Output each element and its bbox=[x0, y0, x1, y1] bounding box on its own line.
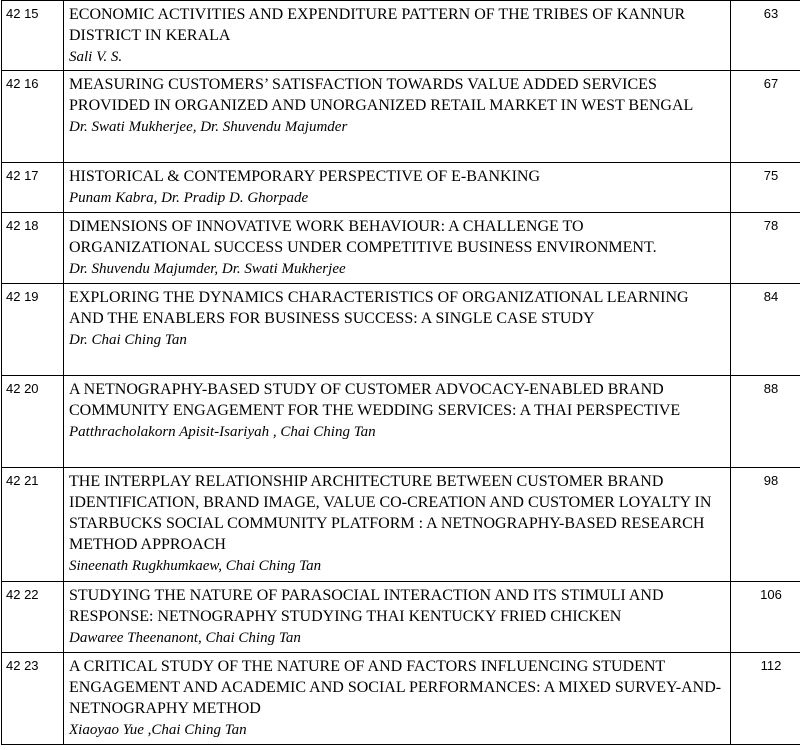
article-title[interactable]: THE INTERPLAY RELATIONSHIP ARCHITECTURE BETWEEN CUSTOMER BRAND IDENTIFICATION, BRAND IMAGE, VALUE CO-CREATION AND CUSTOMER LOYALTY IN STARBUCKS SOCIAL COMMUNITY PLATFORM : A NETNOGRAPHY-BASED RESEARCH METHOD APPROACH bbox=[69, 473, 712, 553]
table-row bbox=[2, 284, 800, 376]
article-authors: Patthracholakorn Apisit-Isariyah , Chai Ching Tan bbox=[69, 424, 376, 440]
page-number: 78 bbox=[731, 213, 800, 284]
page-number: 75 bbox=[731, 163, 800, 213]
article-authors: Sali V. S. bbox=[69, 49, 123, 65]
table-row bbox=[2, 468, 800, 582]
page-number: 84 bbox=[731, 284, 800, 376]
article-number: 42 19 bbox=[2, 284, 64, 376]
article-authors: Xiaoyao Yue ,Chai Ching Tan bbox=[69, 722, 247, 738]
article-authors: Dawaree Theenanont, Chai Ching Tan bbox=[69, 630, 301, 646]
article-cell bbox=[64, 284, 731, 376]
table-row bbox=[2, 582, 800, 653]
page-number: 67 bbox=[731, 71, 800, 163]
article-title[interactable]: HISTORICAL & CONTEMPORARY PERSPECTIVE OF E-BANKING bbox=[69, 168, 540, 185]
article-authors: Dr. Chai Ching Tan bbox=[69, 332, 187, 348]
article-authors: Punam Kabra, Dr. Pradip D. Ghorpade bbox=[69, 190, 309, 206]
table-row bbox=[2, 1, 800, 71]
article-number: 42 17 bbox=[2, 163, 64, 213]
table-of-contents bbox=[1, 0, 800, 745]
article-authors: Dr. Shuvendu Majumder, Dr. Swati Mukherjee bbox=[69, 261, 346, 277]
article-cell bbox=[64, 468, 731, 582]
article-number: 42 22 bbox=[2, 582, 64, 653]
toc-body bbox=[2, 1, 800, 745]
article-number: 42 21 bbox=[2, 468, 64, 582]
article-title[interactable]: A NETNOGRAPHY-BASED STUDY OF CUSTOMER ADVOCACY-ENABLED BRAND COMMUNITY ENGAGEMENT FOR THE WEDDING SERVICES: A THAI PERSPECTIVE bbox=[69, 381, 681, 419]
article-title[interactable]: STUDYING THE NATURE OF PARASOCIAL INTERACTION AND ITS STIMULI AND RESPONSE: NETNOGRAPHY STUDYING THAI KENTUCKY FRIED CHICKEN bbox=[69, 587, 664, 625]
table-row bbox=[2, 213, 800, 284]
page-number: 112 bbox=[731, 653, 800, 745]
article-number: 42 16 bbox=[2, 71, 64, 163]
article-title[interactable]: DIMENSIONS OF INNOVATIVE WORK BEHAVIOUR: A CHALLENGE TO ORGANIZATIONAL SUCCESS UNDER COMPETITIVE BUSINESS ENVIRONMENT. bbox=[69, 218, 657, 256]
table-row bbox=[2, 71, 800, 163]
article-number: 42 18 bbox=[2, 213, 64, 284]
page-number: 106 bbox=[731, 582, 800, 653]
article-authors: Sineenath Rugkhumkaew, Chai Ching Tan bbox=[69, 558, 322, 574]
page-number: 88 bbox=[731, 376, 800, 468]
article-title[interactable]: A CRITICAL STUDY OF THE NATURE OF AND FACTORS INFLUENCING STUDENT ENGAGEMENT AND ACADEMIC AND SOCIAL PERFORMANCES: A MIXED SURVEY-AND-NETNOGRAPHY METHOD bbox=[69, 658, 722, 717]
article-cell bbox=[64, 582, 731, 653]
article-title[interactable]: ECONOMIC ACTIVITIES AND EXPENDITURE PATTERN OF THE TRIBES OF KANNUR DISTRICT IN KERALA bbox=[69, 6, 686, 44]
table-row bbox=[2, 163, 800, 213]
table-row bbox=[2, 376, 800, 468]
article-cell bbox=[64, 71, 731, 163]
article-title[interactable]: EXPLORING THE DYNAMICS CHARACTERISTICS OF ORGANIZATIONAL LEARNING AND THE ENABLERS FOR BUSINESS SUCCESS: A SINGLE CASE STUDY bbox=[69, 289, 689, 327]
page-number: 98 bbox=[731, 468, 800, 582]
article-cell bbox=[64, 376, 731, 468]
article-cell bbox=[64, 1, 731, 71]
article-cell bbox=[64, 163, 731, 213]
article-number: 42 20 bbox=[2, 376, 64, 468]
article-authors: Dr. Swati Mukherjee, Dr. Shuvendu Majumder bbox=[69, 119, 348, 135]
article-number: 42 23 bbox=[2, 653, 64, 745]
article-cell bbox=[64, 213, 731, 284]
article-title[interactable]: MEASURING CUSTOMERS’ SATISFACTION TOWARDS VALUE ADDED SERVICES PROVIDED IN ORGANIZED AND UNORGANIZED RETAIL MARKET IN WEST BENGAL bbox=[69, 76, 694, 114]
page-number: 63 bbox=[731, 1, 800, 71]
article-cell bbox=[64, 653, 731, 745]
table-row bbox=[2, 653, 800, 745]
article-number: 42 15 bbox=[2, 1, 64, 71]
